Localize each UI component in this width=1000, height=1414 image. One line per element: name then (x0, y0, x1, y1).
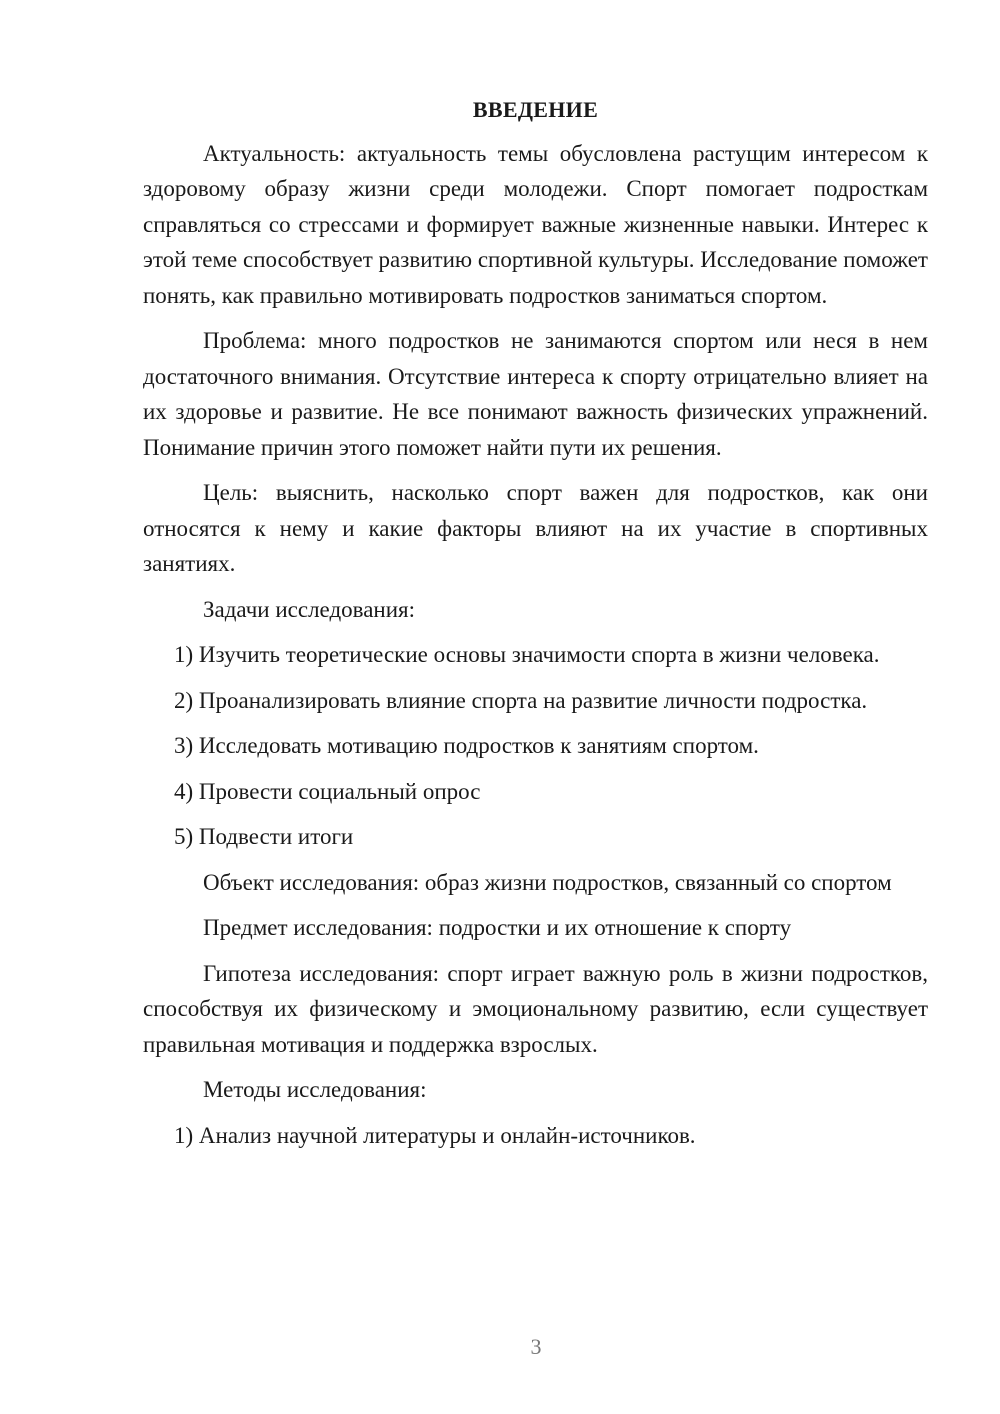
method-item-1: 1) Анализ научной литературы и онлайн-источников. (174, 1122, 696, 1148)
page-number: 3 (530, 1334, 542, 1359)
page-title: ВВЕДЕНИЕ (472, 97, 599, 122)
task-item-2: 2) Проанализировать влияние спорта на развитие личности подростка. (174, 687, 868, 713)
task-item-4: 4) Провести социальный опрос (174, 778, 481, 804)
page-content (143, 92, 928, 1163)
tasks-heading: Задачи исследования: (203, 596, 416, 622)
task-item-1: 1) Изучить теоретические основы значимости спорта в жизни человека. (174, 642, 880, 667)
object-paragraph: Объект исследования: образ жизни подростков, связанный со спортом (203, 869, 892, 895)
task-item-5: 5) Подвести итоги (174, 824, 354, 849)
subject-paragraph: Предмет исследования: подростки и их отношение к спорту (203, 915, 792, 940)
goal-paragraph: Цель: выяснить, насколько спорт важен для подростков, как они относятся к нему и какие факторы влияют на их участие в спортивных занятиях. (143, 480, 928, 576)
problem-paragraph: Проблема: много подростков не занимаются спортом или неся в нем достаточного внимания. Отсутствие интереса к спорту отрицательно влияет на их здоровье и развитие. Не все понимают важность физических упражнений. Понимание причин этого поможет найти пути их решения. (143, 328, 928, 460)
hypothesis-paragraph: Гипотеза исследования: спорт играет важную роль в жизни подростков, способствуя их физическому и эмоциональному развитию, если существует правильная мотивация и поддержка взрослых. (143, 960, 928, 1057)
relevance-paragraph: Актуальность: актуальность темы обусловлена растущим интересом к здоровому образу жизни среди молодежи. Спорт помогает подросткам справляться со стрессами и формирует важные жизненные навыки. Интерес к этой теме способствует развитию спортивной культуры. Исследование поможет понять, как правильно мотивировать подростков заниматься спортом. (143, 140, 928, 308)
methods-heading: Методы исследования: (203, 1077, 427, 1102)
task-item-3: 3) Исследовать мотивацию подростков к занятиям спортом. (174, 733, 759, 758)
